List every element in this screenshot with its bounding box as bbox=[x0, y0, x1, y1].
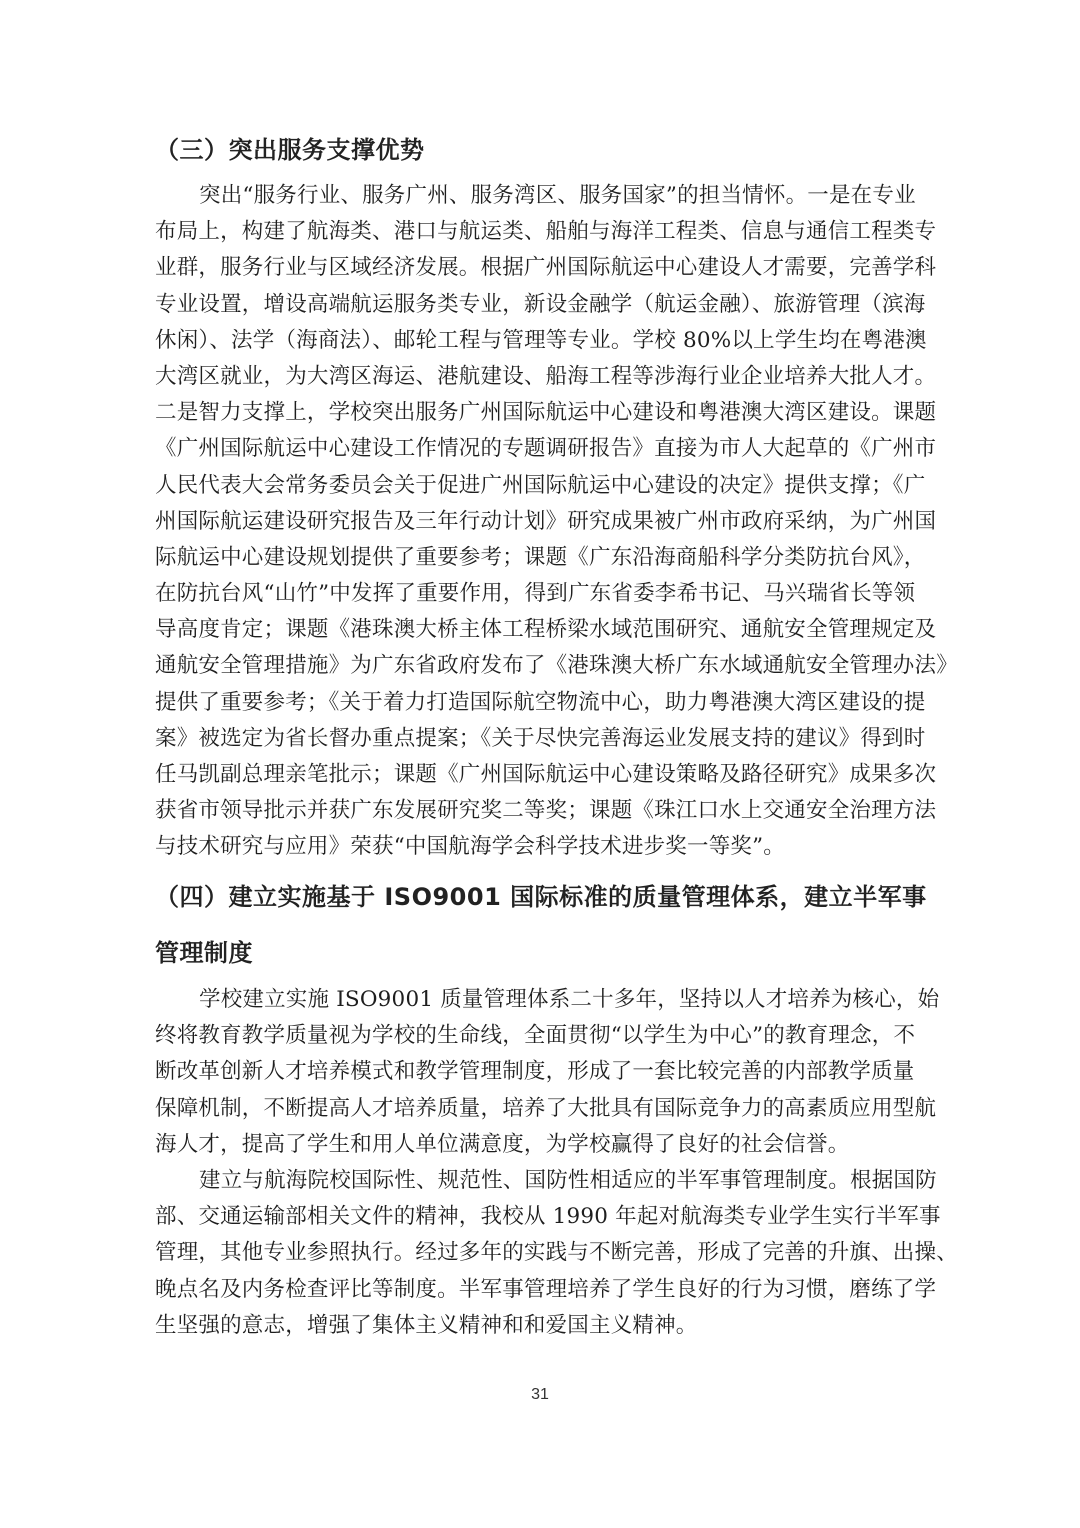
paragraph-line: 导高度肯定；课题《港珠澳大桥主体工程桥梁水域范围研究、通航安全管理规定及 bbox=[155, 617, 937, 643]
paragraph-line: 晚点名及内务检查评比等制度。半军事管理培养了学生良好的行为习惯，磨练了学 bbox=[155, 1276, 937, 1302]
paragraph-line: 在防抗台风“山竹”中发挥了重要作用，得到广东省委李希书记、马兴瑞省长等领 bbox=[155, 581, 916, 607]
paragraph-line: 部、交通运输部相关文件的精神，我校从 1990 年起对航海类专业学生实行半军事 bbox=[155, 1204, 941, 1230]
paragraph-line: 任马凯副总理亲笔批示；课题《广州国际航运中心建设策略及路径研究》成果多次 bbox=[155, 762, 937, 787]
paragraph-line: 案》被选定为省长督办重点提案；《关于尽快完善海运业发展支持的建议》得到时 bbox=[155, 725, 926, 751]
section-3-paragraph bbox=[155, 178, 958, 866]
section-4-paragraph-2 bbox=[155, 1163, 958, 1344]
paragraph-line: 管理，其他专业参照执行。经过多年的实践与不断完善，形成了完善的升旗、出操、 bbox=[155, 1240, 958, 1266]
section-4-paragraph-1 bbox=[155, 982, 940, 1163]
section-3-heading: （三）突出服务支撑优势 bbox=[155, 136, 425, 164]
paragraph-line: 布局上，构建了航海类、港口与航运类、船舶与海洋工程类、信息与通信工程类专 bbox=[155, 219, 937, 245]
paragraph-line: 《广州国际航运中心建设工作情况的专题调研报告》直接为市人大起草的《广州市 bbox=[155, 436, 937, 462]
paragraph-line: 提供了重要参考；《关于着力打造国际航空物流中心，助力粤港澳大湾区建设的提 bbox=[155, 689, 926, 715]
paragraph-line: 终将教育教学质量视为学校的生命线，全面贯彻“以学生为中心”的教育理念，不 bbox=[155, 1023, 916, 1049]
section-4-heading-line-2: 管理制度 bbox=[155, 939, 253, 967]
paragraph-line: 通航安全管理措施》为广东省政府发布了《港珠澳大桥广东水域通航安全管理办法》 bbox=[155, 653, 958, 679]
paragraph-line: 业群，服务行业与区域经济发展。根据广州国际航运中心建设人才需要，完善学科 bbox=[155, 255, 937, 281]
section-4-heading-line-1: （四）建立实施基于 ISO9001 国际标准的质量管理体系，建立半军事 bbox=[155, 883, 927, 911]
paragraph-line: 专业设置，增设高端航运服务类专业，新设金融学（航运金融）、旅游管理（滨海 bbox=[155, 291, 926, 317]
paragraph-line: 州国际航运建设研究报告及三年行动计划》研究成果被广州市政府采纳，为广州国 bbox=[155, 508, 937, 534]
paragraph-line: 休闲）、法学（海商法）、邮轮工程与管理等专业。学校 80%以上学生均在粤港澳 bbox=[155, 327, 927, 353]
paragraph-line: 建立与航海院校国际性、规范性、国防性相适应的半军事管理制度。根据国防 bbox=[199, 1168, 937, 1193]
paragraph-line: 二是智力支撑上，学校突出服务广州国际航运中心建设和粤港澳大湾区建设。课题 bbox=[155, 400, 937, 426]
paragraph-line: 突出“服务行业、服务广州、服务湾区、服务国家”的担当情怀。一是在专业 bbox=[199, 183, 916, 208]
paragraph-line: 生坚强的意志，增强了集体主义精神和和爱国主义精神。 bbox=[155, 1312, 698, 1338]
paragraph-line: 获省市领导批示并获广东发展研究奖二等奖；课题《珠江口水上交通安全治理方法 bbox=[155, 798, 937, 824]
paragraph-line: 大湾区就业，为大湾区海运、港航建设、船海工程等涉海行业企业培养大批人才。 bbox=[155, 363, 937, 389]
paragraph-line: 学校建立实施 ISO9001 质量管理体系二十多年，坚持以人才培养为核心，始 bbox=[199, 987, 940, 1012]
paragraph-line: 际航运中心建设规划提供了重要参考；课题《广东沿海商船科学分类防抗台风》， bbox=[155, 544, 926, 570]
page-number: 31 bbox=[531, 1386, 549, 1403]
paragraph-line: 与技术研究与应用》荣获“中国航海学会科学技术进步奖一等奖”。 bbox=[155, 834, 785, 860]
paragraph-line: 人民代表大会常务委员会关于促进广州国际航运中心建设的决定》提供支撑；《广 bbox=[155, 472, 926, 498]
paragraph-line: 断改革创新人才培养模式和教学管理制度，形成了一套比较完善的内部教学质量 bbox=[155, 1059, 915, 1085]
paragraph-line: 海人才，提高了学生和用人单位满意度，为学校赢得了良好的社会信誉。 bbox=[155, 1131, 850, 1157]
paragraph-line: 保障机制，不断提高人才培养质量，培养了大批具有国际竞争力的高素质应用型航 bbox=[155, 1095, 937, 1121]
